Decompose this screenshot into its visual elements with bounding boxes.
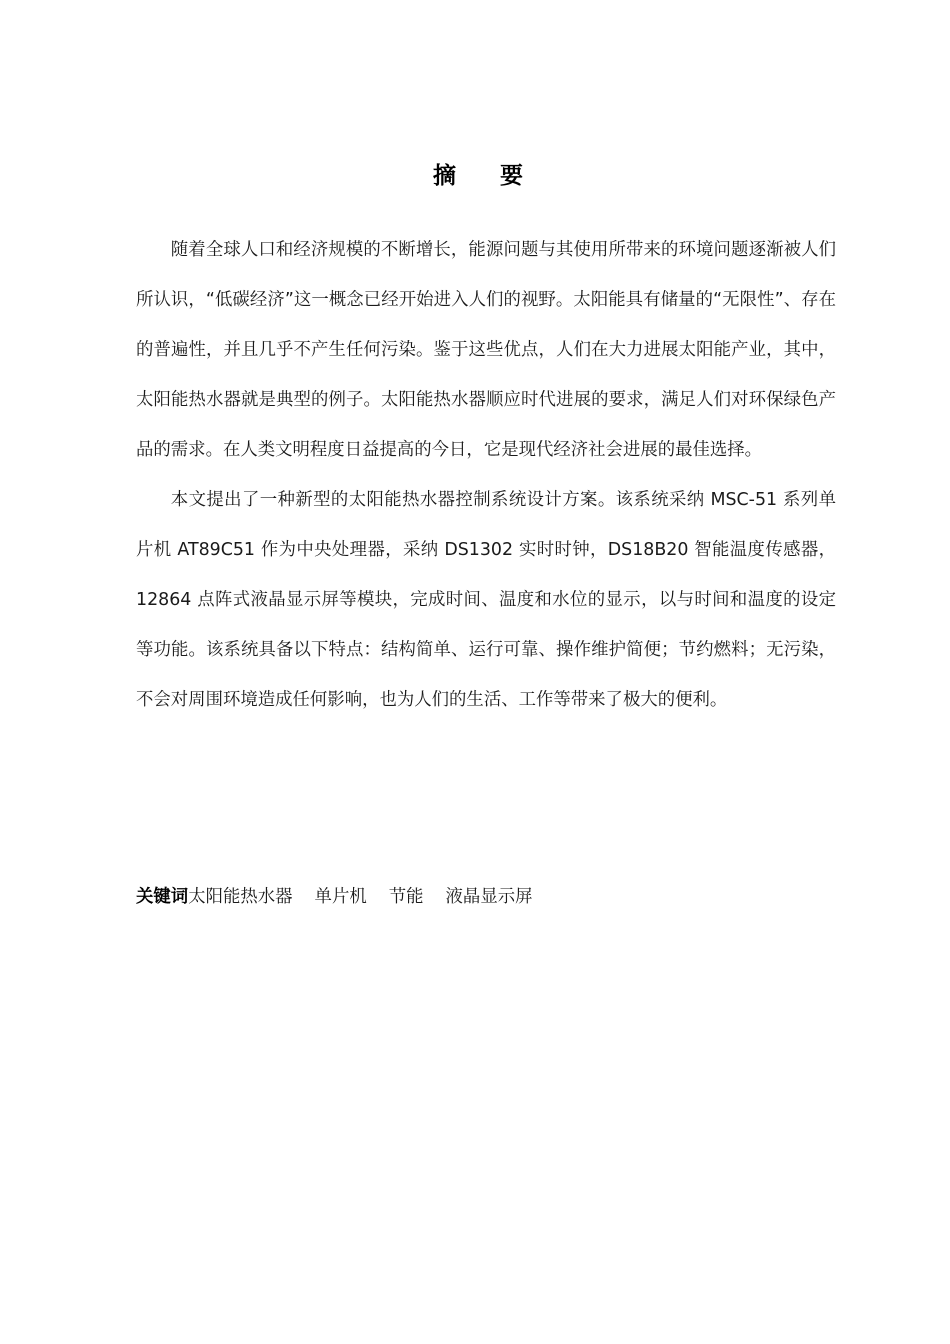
keyword-item: 液晶显示屏 bbox=[445, 887, 533, 907]
keywords-line bbox=[136, 877, 836, 917]
abstract-body bbox=[136, 225, 836, 725]
abstract-paragraph-2: 本文提出了一种新型的太阳能热水器控制系统设计方案。该系统采纳 MSC-51 系列单片机 AT89C51 作为中央处理器，采纳 DS1302 实时时钟，DS18B20 智能温度传感器，12864 点阵式液晶显示屏等模块，完成时间、温度和水位的显示，以与时间和温度的设定等功能。该系统具备以下特点：结构简单、运行可靠、操作维护简便；节约燃料；无污染，不会对周围环境造成任何影响，也为人们的生活、工作等带来了极大的便利。 bbox=[136, 490, 836, 710]
keyword-item: 太阳能热水器 bbox=[188, 887, 293, 907]
keyword-item: 节能 bbox=[388, 887, 424, 907]
keywords-label: 关键词 bbox=[136, 887, 189, 907]
abstract-paragraph-1: 随着全球人口和经济规模的不断增长，能源问题与其使用所带来的环境问题逐渐被人们所认识，“低碳经济”这一概念已经开始进入人们的视野。太阳能具有储量的“无限性”、存在的普遍性，并且几乎不产生任何污染。鉴于这些优点，人们在大力进展太阳能产业，其中，太阳能热水器就是典型的例子。太阳能热水器顺应时代进展的要求，满足人们对环保绿色产品的需求。在人类文明程度日益提高的今日，它是现代经济社会进展的最佳选择。 bbox=[136, 240, 836, 460]
abstract-title: 摘 要 bbox=[432, 163, 541, 189]
keyword-item: 单片机 bbox=[314, 887, 367, 907]
